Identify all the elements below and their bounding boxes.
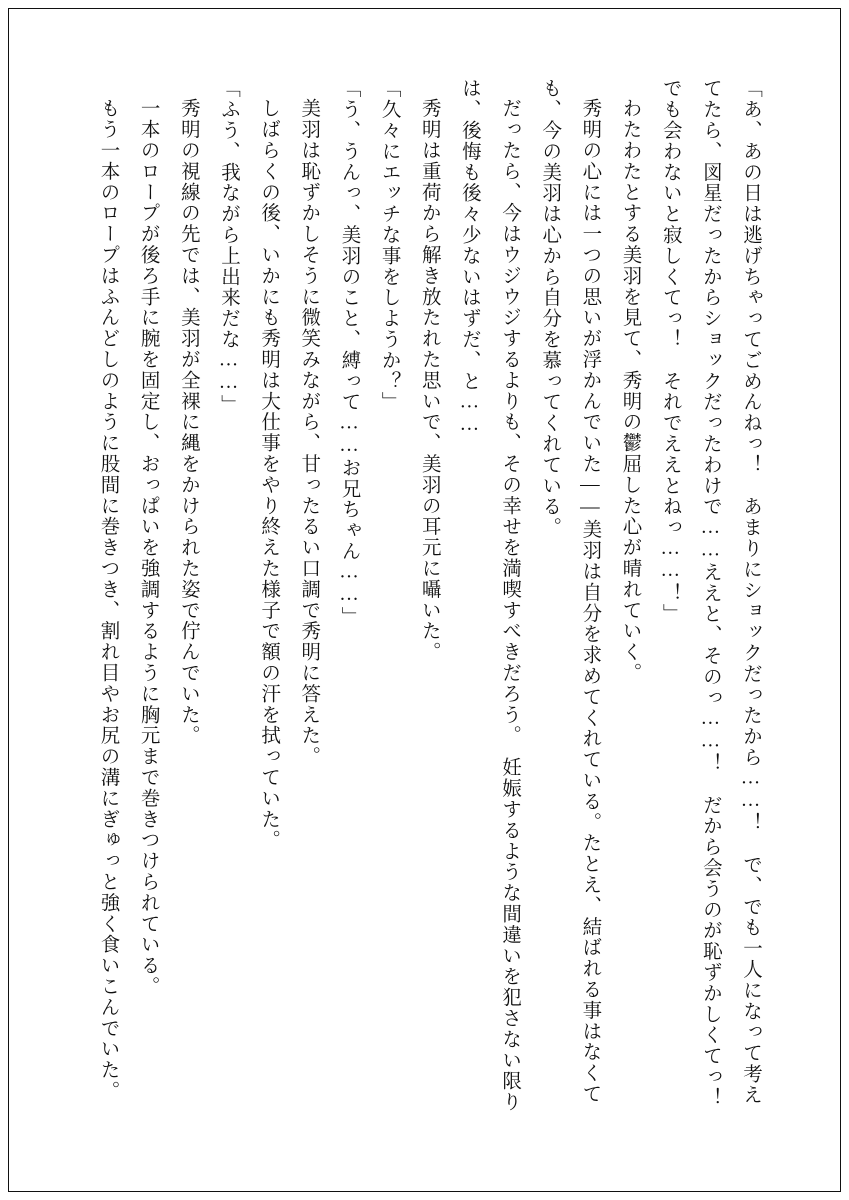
paragraph: 秀明の心には一つの思いが浮かんでいた――美羽は自分を求めてくれている。たとえ、結ばれる事はなくても、今の美羽は心から自分を慕ってくれている。 (539, 78, 601, 1104)
paragraph: しばらくの後、いかにも秀明は大仕事をやり終えた様子で額の汗を拭っていた。 (258, 97, 280, 850)
paragraph: 「久々にエッチな事をしようか？」 (378, 78, 400, 413)
paragraph: 秀明は重荷から解き放たれた思いで、美羽の耳元に囁いた。 (418, 97, 440, 662)
paragraph: 「ふう、我ながら上出来だな……」 (217, 78, 239, 416)
paragraph: 秀明の視線の先では、美羽が全裸に縄をかけられた姿で佇んでいた。 (177, 97, 199, 746)
paragraph: 一本のロープが後ろ手に腕を固定し、おっぱいを強調するように胸元まで巻きつけられている。 (137, 97, 159, 997)
paragraph: 「あ、あの日は逃げちゃってごめんねっ！ あまりにショックだったから……！ で、でも一人になって考えてたら、図星だったからショックだったわけで……ええと、そのっ……！ だから会うのが恥ずかしくてっ！ でも会わないと寂しくてっ！ それでええとねっ……！」 (659, 78, 761, 1130)
vertical-text-body (64, 78, 770, 1130)
paragraph: だったら、今はウジウジするよりも、その幸せを満喫すべきだろう。 妊娠するような間違いを犯さない限りは、後悔も後々少ないはずだ、と…… (458, 78, 521, 1112)
paragraph: もう一本のロープはふんどしのように股間に巻きつき、割れ目やお尻の溝にぎゅっと強く食いこんでいた。 (97, 97, 119, 1101)
paragraph: わたわたとする美羽を見て、秀明の鬱屈した心が晴れていく。 (619, 97, 641, 683)
paragraph: 美羽は恥ずかしそうに微笑みながら、甘ったるい口調で秀明に答えた。 (298, 97, 320, 767)
paragraph: 「う、うんっ、美羽のこと、縛って……お兄ちゃん……」 (338, 78, 360, 628)
